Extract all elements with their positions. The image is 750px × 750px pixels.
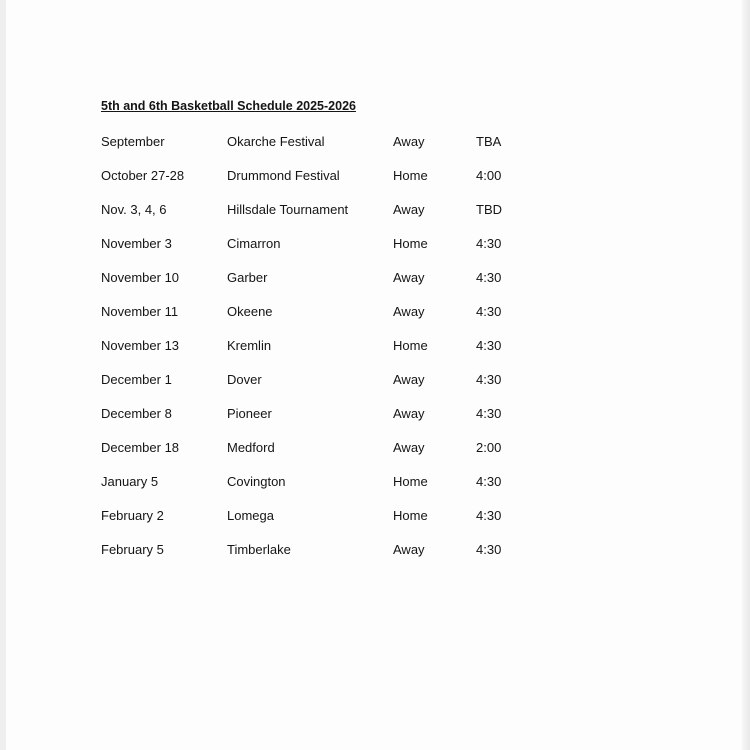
game-date: December 18 — [101, 440, 180, 455]
game-time: TBD — [476, 202, 502, 217]
game-location: Home — [393, 168, 428, 183]
schedule-row — [101, 474, 541, 508]
game-location: Away — [393, 202, 425, 217]
game-location: Home — [393, 474, 428, 489]
game-date: December 8 — [101, 406, 172, 421]
game-time: 4:30 — [476, 372, 502, 387]
game-location: Away — [393, 304, 425, 319]
schedule-row — [101, 134, 541, 168]
game-time: 4:30 — [476, 236, 502, 251]
game-opponent: Cimarron — [227, 236, 281, 251]
schedule-row — [101, 440, 541, 474]
game-location: Away — [393, 440, 425, 455]
game-date: October 27-28 — [101, 168, 185, 183]
game-time: 4:30 — [476, 542, 502, 557]
game-opponent: Pioneer — [227, 406, 272, 421]
schedule-row — [101, 304, 541, 338]
page-right-edge — [742, 0, 750, 750]
game-time: 4:30 — [476, 406, 502, 421]
schedule-title: 5th and 6th Basketball Schedule 2025-2026 — [101, 99, 356, 113]
game-opponent: Covington — [227, 474, 286, 489]
game-opponent: Garber — [227, 270, 268, 285]
game-date: November 3 — [101, 236, 172, 251]
game-opponent: Drummond Festival — [227, 168, 340, 183]
game-location: Home — [393, 508, 428, 523]
schedule-row — [101, 168, 541, 202]
game-date: December 1 — [101, 372, 172, 387]
game-time: 4:30 — [476, 304, 502, 319]
game-location: Away — [393, 542, 425, 557]
game-date: February 2 — [101, 508, 164, 523]
game-time: TBA — [476, 134, 502, 149]
schedule-row — [101, 236, 541, 270]
game-time: 2:00 — [476, 440, 502, 455]
game-date: November 10 — [101, 270, 180, 285]
schedule-row — [101, 202, 541, 236]
game-opponent: Dover — [227, 372, 262, 387]
game-date: November 13 — [101, 338, 180, 353]
game-opponent: Hillsdale Tournament — [227, 202, 349, 217]
game-date: September — [101, 134, 165, 149]
game-location: Home — [393, 236, 428, 251]
schedule-row — [101, 406, 541, 440]
schedule-row — [101, 372, 541, 406]
schedule-row — [101, 338, 541, 372]
game-opponent: Lomega — [227, 508, 274, 523]
schedule-row — [101, 270, 541, 304]
game-opponent: Timberlake — [227, 542, 291, 557]
schedule-table — [101, 134, 541, 576]
game-opponent: Okeene — [227, 304, 273, 319]
game-location: Away — [393, 134, 425, 149]
game-location: Away — [393, 406, 425, 421]
game-location: Home — [393, 338, 428, 353]
game-date: January 5 — [101, 474, 159, 489]
game-time: 4:30 — [476, 508, 502, 523]
game-time: 4:00 — [476, 168, 502, 183]
game-location: Away — [393, 372, 425, 387]
game-date: February 5 — [101, 542, 164, 557]
game-time: 4:30 — [476, 270, 502, 285]
game-opponent: Medford — [227, 440, 275, 455]
game-date: Nov. 3, 4, 6 — [101, 202, 167, 217]
page-left-edge — [0, 0, 6, 750]
game-opponent: Okarche Festival — [227, 134, 325, 149]
schedule-row — [101, 542, 541, 576]
game-opponent: Kremlin — [227, 338, 272, 353]
game-time: 4:30 — [476, 474, 502, 489]
game-location: Away — [393, 270, 425, 285]
game-date: November 11 — [101, 304, 179, 319]
game-time: 4:30 — [476, 338, 502, 353]
schedule-row — [101, 508, 541, 542]
